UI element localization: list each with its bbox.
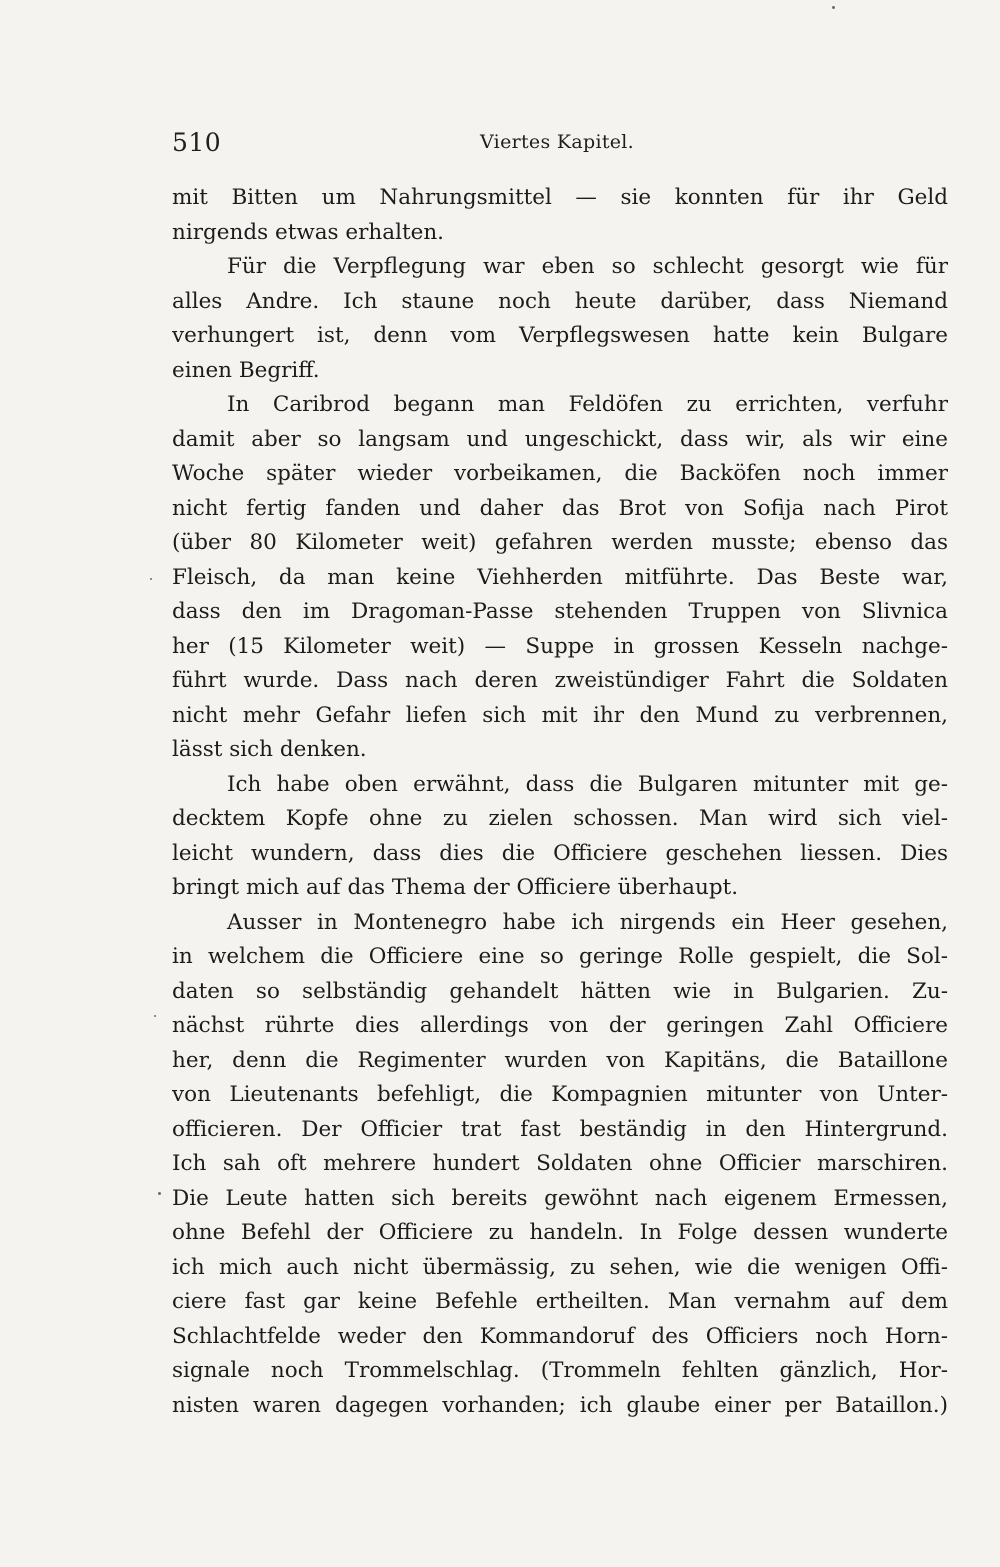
scan-speck bbox=[154, 1015, 156, 1017]
text-line: nisten waren dagegen vorhanden; ich glaube einer per Bataillon.) bbox=[172, 1392, 948, 1418]
text-line: Ich sah oft mehrere hundert Soldaten ohne Officier marschiren. bbox=[172, 1151, 948, 1176]
text-line: Woche später wieder vorbeikamen, die Backöfen noch immer bbox=[172, 461, 948, 486]
text-line: lässt sich denken. bbox=[172, 737, 367, 762]
text-line: In Caribrod begann man Feldöfen zu errichten, verfuhr bbox=[227, 392, 948, 417]
text-line: in welchem die Officiere eine so geringe Rolle gespielt, die Sol- bbox=[172, 944, 948, 969]
scan-speck bbox=[150, 578, 152, 580]
text-line: einen Begriff. bbox=[172, 357, 320, 383]
body-text bbox=[172, 181, 948, 1423]
text-line: ich mich auch nicht übermässig, zu sehen, wie die wenigen Offi- bbox=[172, 1254, 948, 1280]
text-line: Fleisch, da man keine Viehherden mitführte. Das Beste war, bbox=[172, 564, 948, 590]
scan-speck bbox=[158, 1192, 161, 1195]
page-number: 510 bbox=[172, 128, 222, 157]
text-line: Ich habe oben erwähnt, dass die Bulgaren mitunter mit ge- bbox=[227, 771, 948, 797]
text-line: ciere fast gar keine Befehle ertheilten. Man vernahm auf dem bbox=[172, 1289, 948, 1314]
text-line: nirgends etwas erhalten. bbox=[172, 219, 445, 245]
text-line: bringt mich auf das Thema der Officiere überhaupt. bbox=[172, 875, 739, 900]
text-line: nicht fertig fanden und daher das Brot von Sofija nach Pirot bbox=[172, 495, 948, 521]
text-line: officieren. Der Officier trat fast beständig in den Hintergrund. bbox=[172, 1116, 948, 1142]
text-line: nicht mehr Gefahr liefen sich mit ihr den Mund zu verbrennen, bbox=[172, 702, 948, 728]
text-line: daten so selbständig gehandelt hätten wie in Bulgarien. Zu- bbox=[172, 978, 948, 1004]
text-line: signale noch Trommelschlag. (Trommeln fehlten gänzlich, Hor- bbox=[172, 1358, 948, 1383]
text-line: Schlachtfelde weder den Kommandoruf des Officiers noch Horn- bbox=[172, 1323, 948, 1349]
text-line: alles Andre. Ich staune noch heute darüber, dass Niemand bbox=[172, 288, 948, 314]
text-line: (über 80 Kilometer weit) gefahren werden musste; ebenso das bbox=[172, 530, 948, 555]
text-line: mit Bitten um Nahrungsmittel — sie konnten für ihr Geld bbox=[172, 185, 948, 210]
text-line: Die Leute hatten sich bereits gewöhnt nach eigenem Ermessen, bbox=[172, 1185, 948, 1211]
text-line: damit aber so langsam und ungeschickt, dass wir, als wir eine bbox=[172, 426, 948, 452]
text-line: her (15 Kilometer weit) — Suppe in grossen Kesseln nachge- bbox=[172, 633, 948, 659]
text-line: Für die Verpflegung war eben so schlecht gesorgt wie für bbox=[227, 254, 948, 279]
text-line: dass den im Dragoman-Passe stehenden Truppen von Slivnica bbox=[172, 599, 948, 624]
text-line: führt wurde. Dass nach deren zweistündiger Fahrt die Soldaten bbox=[172, 668, 948, 693]
text-line: leicht wundern, dass dies die Officiere geschehen liessen. Dies bbox=[172, 840, 948, 866]
page-header bbox=[172, 128, 948, 162]
text-line: von Lieutenants befehligt, die Kompagnien mitunter von Unter- bbox=[172, 1082, 948, 1107]
text-line: verhungert ist, denn vom Verpflegswesen hatte kein Bulgare bbox=[172, 323, 948, 348]
text-line: Ausser in Montenegro habe ich nirgends ein Heer gesehen, bbox=[227, 909, 948, 935]
scan-speck bbox=[832, 6, 835, 9]
text-line: decktem Kopfe ohne zu zielen schossen. Man wird sich viel- bbox=[172, 806, 948, 831]
text-line: her, denn die Regimenter wurden von Kapitäns, die Bataillone bbox=[172, 1047, 948, 1073]
running-head: Viertes Kapitel. bbox=[480, 131, 635, 153]
text-line: nächst rührte dies allerdings von der geringen Zahl Officiere bbox=[172, 1013, 948, 1038]
text-line: ohne Befehl der Officiere zu handeln. In Folge dessen wunderte bbox=[172, 1220, 948, 1245]
